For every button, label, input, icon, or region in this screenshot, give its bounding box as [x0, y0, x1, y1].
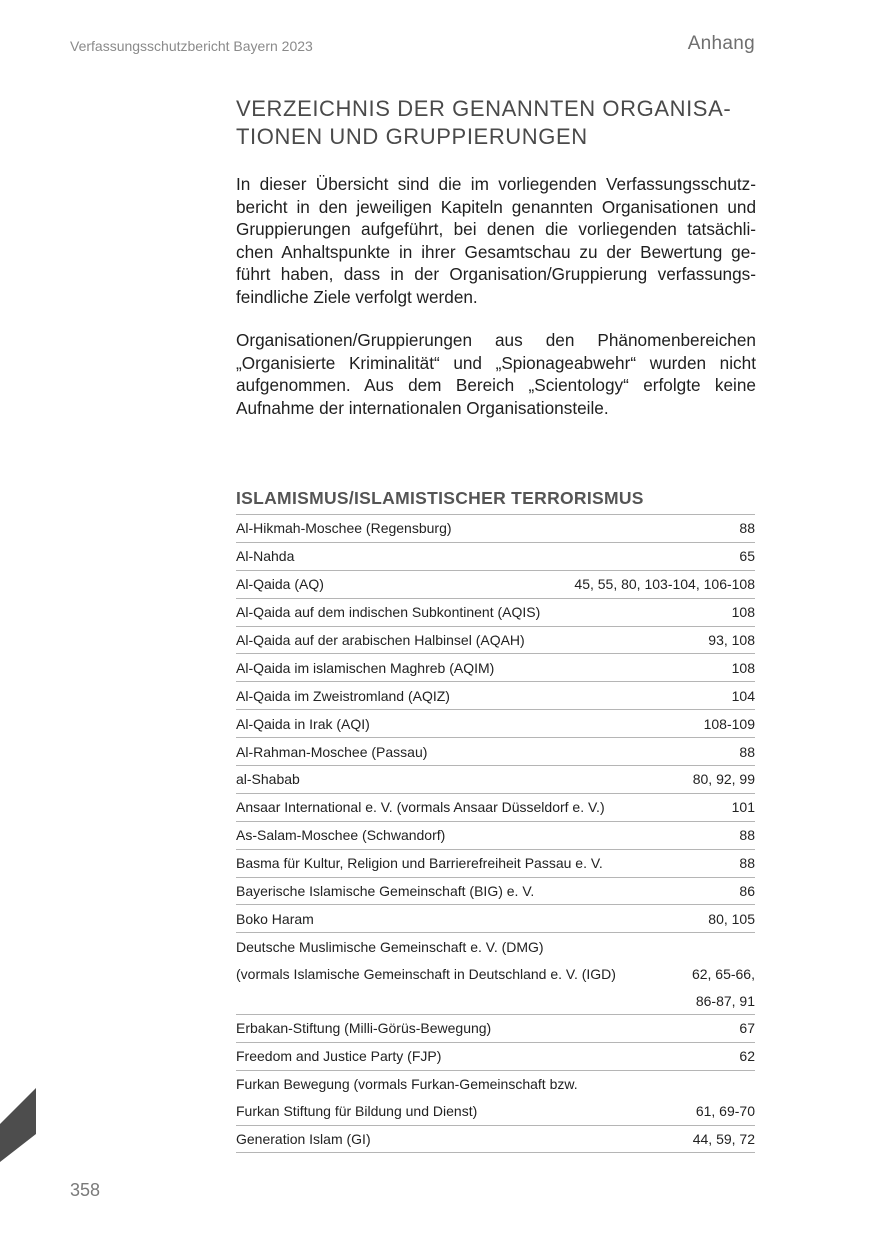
intro-line: feindliche Ziele verfolgt werden.: [236, 286, 478, 307]
index-entry-line: [236, 850, 755, 877]
index-entry: [236, 599, 755, 627]
note-line: „Organisierte Kriminalität“ und „Spionageabwehr“ wurden nicht: [236, 352, 756, 373]
index-entry-line: [236, 1015, 755, 1042]
page-references: 80, 105: [708, 910, 755, 927]
index-entry-line: [236, 1126, 755, 1153]
page-references: 101: [731, 799, 755, 816]
index-entry: [236, 933, 755, 1015]
index-entry: [236, 1043, 755, 1071]
index-entry: [236, 1071, 755, 1126]
page-references: 104: [731, 687, 755, 704]
organization-name: Al-Qaida im islamischen Maghreb (AQIM): [236, 659, 495, 676]
organization-name: Al-Qaida (AQ): [236, 576, 324, 593]
note-paragraph: [236, 329, 756, 419]
index-entry-line: [236, 987, 755, 1014]
index-entry: [236, 682, 755, 710]
organization-name: Basma für Kultur, Religion und Barrierefreiheit Passau e. V.: [236, 855, 603, 872]
section-name: Anhang: [687, 33, 755, 54]
organization-name: Al-Qaida auf der arabischen Halbinsel (AQAH): [236, 632, 525, 648]
running-head-title: Verfassungsschutzbericht Bayern 2023: [70, 38, 313, 54]
page-number: 358: [70, 1180, 101, 1200]
organization-name: Al-Qaida im Zweistromland (AQIZ): [236, 687, 450, 704]
organization-name: As-Salam-Moschee (Schwandorf): [236, 827, 446, 844]
organization-name: Erbakan-Stiftung (Milli-Görüs-Bewegung): [236, 1020, 492, 1037]
intro-line: führt haben, dass in der Organisation/Gruppierung verfassungs-: [236, 264, 756, 284]
organization-name: al-Shabab: [236, 771, 300, 788]
page-references: 108: [731, 659, 755, 676]
page-title-line: VERZEICHNIS DER GENANNTEN ORGANISA-: [236, 96, 732, 121]
index-entry: [236, 738, 755, 766]
index-entry: [236, 1126, 755, 1154]
organization-name: Generation Islam (GI): [236, 1131, 371, 1148]
page-references: 88: [739, 827, 755, 844]
index-entry: [236, 543, 755, 571]
index-entry-line: [236, 1043, 755, 1070]
page-references: 86: [739, 883, 755, 900]
organization-name: Boko Haram: [236, 910, 314, 927]
index-entry: [236, 571, 755, 599]
intro-line: bericht in den jeweiligen Kapiteln genannten Organisationen und: [236, 196, 756, 217]
intro-line: Gruppierungen aufgeführt, bei denen die vorliegenden tatsächli-: [236, 219, 756, 239]
index-entry-line: [236, 794, 755, 821]
organization-name: Freedom and Justice Party (FJP): [236, 1048, 442, 1065]
page-references: 44, 59, 72: [692, 1131, 755, 1148]
index-entry-line: [236, 960, 755, 987]
index-entry-line: [236, 571, 755, 598]
page-references: 61, 69-70: [695, 1103, 755, 1120]
index-entry: [236, 850, 755, 878]
note-line: Organisationen/Gruppierungen aus den Phänomenbereichen: [236, 330, 756, 350]
index-entry-line: [236, 905, 755, 932]
index-entry: [236, 1015, 755, 1043]
index-entry-line: [236, 738, 755, 765]
organization-name: Deutsche Muslimische Gemeinschaft e. V. (DMG): [236, 938, 544, 955]
page-references: 108-109: [703, 715, 755, 732]
index-entry: [236, 654, 755, 682]
index-entry: [236, 515, 755, 543]
index-entry-line: [236, 1071, 755, 1098]
corner-tab-shape: [0, 1088, 36, 1162]
note-line: Aufnahme der internationalen Organisationsteile.: [236, 397, 609, 418]
organization-name: Al-Qaida auf dem indischen Subkontinent (AQIS): [236, 604, 541, 621]
organization-index-table: [236, 514, 755, 1153]
index-entry-line: [236, 654, 755, 681]
page-references: 88: [739, 520, 755, 537]
organization-name: Furkan Stiftung für Bildung und Dienst): [236, 1103, 478, 1120]
page-references: 65: [739, 548, 755, 565]
index-entry: [236, 794, 755, 822]
organization-name: Al-Hikmah-Moschee (Regensburg): [236, 520, 452, 537]
index-entry-line: [236, 515, 755, 542]
index-entry: [236, 627, 755, 655]
organization-name: Al-Rahman-Moschee (Passau): [236, 743, 428, 760]
index-entry-line: [236, 627, 755, 654]
corner-tab-marker: [0, 1088, 36, 1162]
index-entry-line: [236, 766, 755, 793]
intro-line: chen Anhaltspunkte in ihrer Gesamtschau zu der Bewertung ge-: [236, 241, 756, 262]
index-entry-line: [236, 543, 755, 570]
index-entry: [236, 766, 755, 794]
index-entry: [236, 905, 755, 933]
index-entry-line: [236, 599, 755, 626]
index-entry-line: [236, 822, 755, 849]
page-references: 88: [739, 743, 755, 760]
page-references: 67: [739, 1020, 755, 1037]
organization-name: Bayerische Islamische Gemeinschaft (BIG) e. V.: [236, 883, 535, 900]
page-title: [236, 95, 766, 151]
page-references: 45, 55, 80, 103-104, 106-108: [574, 576, 755, 593]
page-references: 80, 92, 99: [692, 771, 755, 788]
index-entry: [236, 822, 755, 850]
index-entry: [236, 878, 755, 906]
page-references: 88: [739, 855, 755, 872]
index-entry-line: [236, 933, 755, 960]
intro-paragraph: [236, 173, 756, 308]
page-references: 108: [731, 604, 755, 621]
index-entry-line: [236, 878, 755, 905]
page-references: 86-87, 91: [695, 992, 755, 1009]
index-entry-line: [236, 682, 755, 709]
page-references: 62: [739, 1048, 755, 1065]
page-references: 93, 108: [708, 632, 755, 648]
page-references: 62, 65-66,: [691, 965, 755, 982]
organization-name: Al-Nahda: [236, 548, 295, 565]
intro-line: In dieser Übersicht sind die im vorliegenden Verfassungsschutz-: [236, 174, 756, 194]
organization-name: (vormals Islamische Gemeinschaft in Deutschland e. V. (IGD): [236, 965, 616, 982]
section-heading: ISLAMISMUS/ISLAMISTISCHER TERRORISMUS: [236, 488, 644, 508]
index-entry: [236, 710, 755, 738]
index-entry-line: [236, 1098, 755, 1125]
page-title-line: TIONEN UND GRUPPIERUNGEN: [236, 124, 588, 149]
index-entry-line: [236, 710, 755, 737]
note-line: aufgenommen. Aus dem Bereich „Scientology“ erfolgte keine: [236, 375, 756, 395]
organization-name: Al-Qaida in Irak (AQI): [236, 715, 370, 732]
organization-name: Ansaar International e. V. (vormals Ansaar Düsseldorf e. V.): [236, 799, 605, 816]
organization-name: Furkan Bewegung (vormals Furkan-Gemeinschaft bzw.: [236, 1076, 578, 1093]
